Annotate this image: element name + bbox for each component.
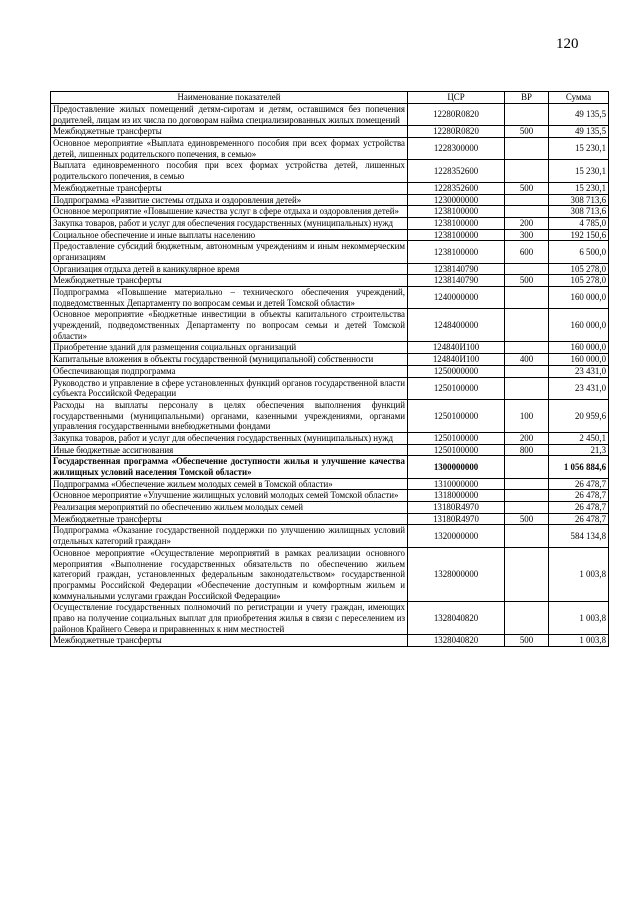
table-header-row [51,92,609,104]
cell-csr: 1328000000 [408,547,505,601]
cell-name: Реализация мероприятий по обеспечению жильем молодых семей [51,502,408,514]
cell-name: Подпрограмма «Обеспечение жильем молодых семей в Томской области» [51,478,408,490]
table-row [51,377,609,399]
cell-vr [505,309,549,342]
table-row [51,104,609,126]
table-row [51,478,609,490]
cell-sum: 160 000,0 [549,309,609,342]
cell-name: Основное мероприятие «Улучшение жилищных условий молодых семей Томской области» [51,490,408,502]
table-row [51,525,609,547]
cell-name: Подпрограмма «Развитие системы отдыха и оздоровления детей» [51,194,408,206]
table-row [51,182,609,194]
cell-name: Основное мероприятие «Осуществление мероприятий в рамках реализации основного мероприятия «Выполнение государственных обязательств по обеспечению жильем категорий граждан, установленных федеральным законодательством» государственной программы Российской Федерации «Обеспечение доступным и комфортным жильем и коммунальными услугами граждан Российской Федерации» [51,547,408,601]
cell-vr [505,502,549,514]
cell-sum: 1 003,8 [549,635,609,647]
cell-csr: 1320000000 [408,525,505,547]
cell-csr: 1238100000 [408,241,505,263]
cell-sum: 105 278,0 [549,263,609,275]
page-number: 120 [556,36,579,52]
table-row [51,126,609,138]
cell-sum: 6 500,0 [549,241,609,263]
cell-sum: 1 056 884,6 [549,456,609,478]
cell-csr: 1238100000 [408,217,505,229]
cell-vr [505,287,549,309]
table-row [51,229,609,241]
cell-sum: 308 713,6 [549,206,609,218]
cell-sum: 23 431,0 [549,365,609,377]
cell-vr [505,194,549,206]
cell-csr: 13180R4970 [408,513,505,525]
cell-sum: 584 134,8 [549,525,609,547]
table-row [51,547,609,601]
table-row [51,309,609,342]
cell-sum: 20 959,6 [549,399,609,432]
cell-name: Иные бюджетные ассигнования [51,444,408,456]
cell-name: Организация отдыха детей в каникулярное время [51,263,408,275]
cell-name: Капитальные вложения в объекты государственной (муниципальной) собственности [51,354,408,366]
cell-csr: 1228352600 [408,160,505,182]
table-row [51,456,609,478]
cell-vr: 500 [505,275,549,287]
cell-vr: 200 [505,432,549,444]
cell-name: Приобретение зданий для размещения социальных организаций [51,342,408,354]
cell-csr: 124840И100 [408,342,505,354]
cell-csr: 1310000000 [408,478,505,490]
header-vr: ВР [505,92,549,104]
cell-name: Государственная программа «Обеспечение доступности жилья и улучшение качества жилищных условий населения Томской области» [51,456,408,478]
table-row [51,354,609,366]
cell-sum: 308 713,6 [549,194,609,206]
table-row [51,138,609,160]
cell-vr [505,160,549,182]
table-row [51,342,609,354]
table-row [51,399,609,432]
header-sum: Сумма [549,92,609,104]
table-row [51,490,609,502]
cell-csr: 124840И100 [408,354,505,366]
cell-csr: 1300000000 [408,456,505,478]
cell-sum: 15 230,1 [549,182,609,194]
table-row [51,513,609,525]
cell-name: Основное мероприятие «Бюджетные инвестиции в объекты капитального строительства учреждений, подведомственных Департаменту по вопросам семьи и детей Томской области» [51,309,408,342]
cell-name: Межбюджетные трансферты [51,126,408,138]
cell-vr [505,478,549,490]
cell-sum: 26 478,7 [549,502,609,514]
cell-name: Основное мероприятие «Повышение качества услуг в сфере отдыха и оздоровления детей» [51,206,408,218]
cell-csr: 12280R0820 [408,104,505,126]
cell-vr [505,377,549,399]
cell-vr: 500 [505,126,549,138]
cell-csr: 12280R0820 [408,126,505,138]
cell-sum: 26 478,7 [549,478,609,490]
cell-vr: 200 [505,217,549,229]
cell-csr: 1250100000 [408,444,505,456]
cell-sum: 2 450,1 [549,432,609,444]
cell-vr: 500 [505,635,549,647]
cell-vr [505,263,549,275]
cell-name: Межбюджетные трансферты [51,182,408,194]
cell-csr: 1238140790 [408,263,505,275]
cell-vr [505,602,549,635]
cell-sum: 15 230,1 [549,160,609,182]
header-name: Наименование показателей [51,92,408,104]
cell-sum: 23 431,0 [549,377,609,399]
cell-csr: 1240000000 [408,287,505,309]
cell-sum: 1 003,8 [549,602,609,635]
cell-name: Предоставление жилых помещений детям-сиротам и детям, оставшимся без попечения родителей, лицам из их числа по договорам найма специализированных жилых помещений [51,104,408,126]
cell-csr: 1228352600 [408,182,505,194]
table-row [51,217,609,229]
table-row [51,365,609,377]
cell-vr [505,342,549,354]
cell-name: Выплата единовременного пособия при всех формах устройства детей, лишенных родительского попечения, в семью [51,160,408,182]
cell-name: Социальное обеспечение и иные выплаты населению [51,229,408,241]
cell-name: Межбюджетные трансферты [51,275,408,287]
cell-vr [505,525,549,547]
cell-sum: 49 135,5 [549,104,609,126]
cell-vr: 300 [505,229,549,241]
cell-name: Руководство и управление в сфере установленных функций органов государственной власти субъекта Российской Федерации [51,377,408,399]
cell-name: Подпрограмма «Повышение материально – технического обеспечения учреждений, подведомственных Департаменту по вопросам семьи и детей Томской области» [51,287,408,309]
cell-csr: 1328040820 [408,635,505,647]
cell-vr [505,138,549,160]
table-row [51,241,609,263]
header-csr: ЦСР [408,92,505,104]
cell-name: Обеспечивающая подпрограмма [51,365,408,377]
table-row [51,635,609,647]
cell-vr [505,206,549,218]
cell-sum: 192 150,6 [549,229,609,241]
cell-vr: 500 [505,513,549,525]
cell-csr: 1250100000 [408,399,505,432]
cell-csr: 1238100000 [408,229,505,241]
cell-sum: 15 230,1 [549,138,609,160]
cell-vr [505,104,549,126]
table-row [51,275,609,287]
table-row [51,206,609,218]
table-row [51,444,609,456]
cell-vr [505,547,549,601]
cell-name: Расходы на выплаты персоналу в целях обеспечения выполнения функций государственными (муниципальными) органами, казенными учреждениями, органами управления государственными внебюджетными фондами [51,399,408,432]
cell-csr: 1250100000 [408,432,505,444]
cell-csr: 1228300000 [408,138,505,160]
cell-csr: 1238100000 [408,206,505,218]
cell-name: Предоставление субсидий бюджетным, автономным учреждениям и иным некоммерческим организациям [51,241,408,263]
table-row [51,602,609,635]
table-row [51,160,609,182]
cell-name: Закупка товаров, работ и услуг для обеспечения государственных (муниципальных) нужд [51,217,408,229]
cell-name: Основное мероприятие «Выплата единовременного пособия при всех формах устройства детей, лишенных родительского попечения, в семью» [51,138,408,160]
cell-csr: 1238140790 [408,275,505,287]
cell-sum: 160 000,0 [549,342,609,354]
cell-vr [505,456,549,478]
cell-vr: 100 [505,399,549,432]
cell-sum: 26 478,7 [549,513,609,525]
cell-sum: 21,3 [549,444,609,456]
cell-vr [505,365,549,377]
table-row [51,194,609,206]
cell-csr: 13180R4970 [408,502,505,514]
table-row [51,502,609,514]
cell-name: Закупка товаров, работ и услуг для обеспечения государственных (муниципальных) нужд [51,432,408,444]
cell-sum: 26 478,7 [549,490,609,502]
cell-sum: 49 135,5 [549,126,609,138]
cell-name: Межбюджетные трансферты [51,513,408,525]
cell-csr: 1250100000 [408,377,505,399]
table-row [51,287,609,309]
cell-vr: 800 [505,444,549,456]
table-row [51,263,609,275]
cell-vr [505,490,549,502]
cell-sum: 4 785,0 [549,217,609,229]
cell-vr: 600 [505,241,549,263]
cell-sum: 160 000,0 [549,287,609,309]
cell-vr: 500 [505,182,549,194]
cell-sum: 105 278,0 [549,275,609,287]
cell-name: Межбюджетные трансферты [51,635,408,647]
cell-csr: 1328040820 [408,602,505,635]
cell-name: Подпрограмма «Оказание государственной поддержки по улучшению жилищных условий отдельных категорий граждан» [51,525,408,547]
cell-csr: 1250000000 [408,365,505,377]
cell-sum: 1 003,8 [549,547,609,601]
cell-name: Осуществление государственных полномочий по регистрации и учету граждан, имеющих право на получение социальных выплат для приобретения жилья в связи с переселением из районов Крайнего Севера и приравненных к ним местностей [51,602,408,635]
budget-table [50,91,609,647]
cell-csr: 1318000000 [408,490,505,502]
cell-sum: 160 000,0 [549,354,609,366]
cell-vr: 400 [505,354,549,366]
cell-csr: 1248400000 [408,309,505,342]
cell-csr: 1230000000 [408,194,505,206]
table-row [51,432,609,444]
